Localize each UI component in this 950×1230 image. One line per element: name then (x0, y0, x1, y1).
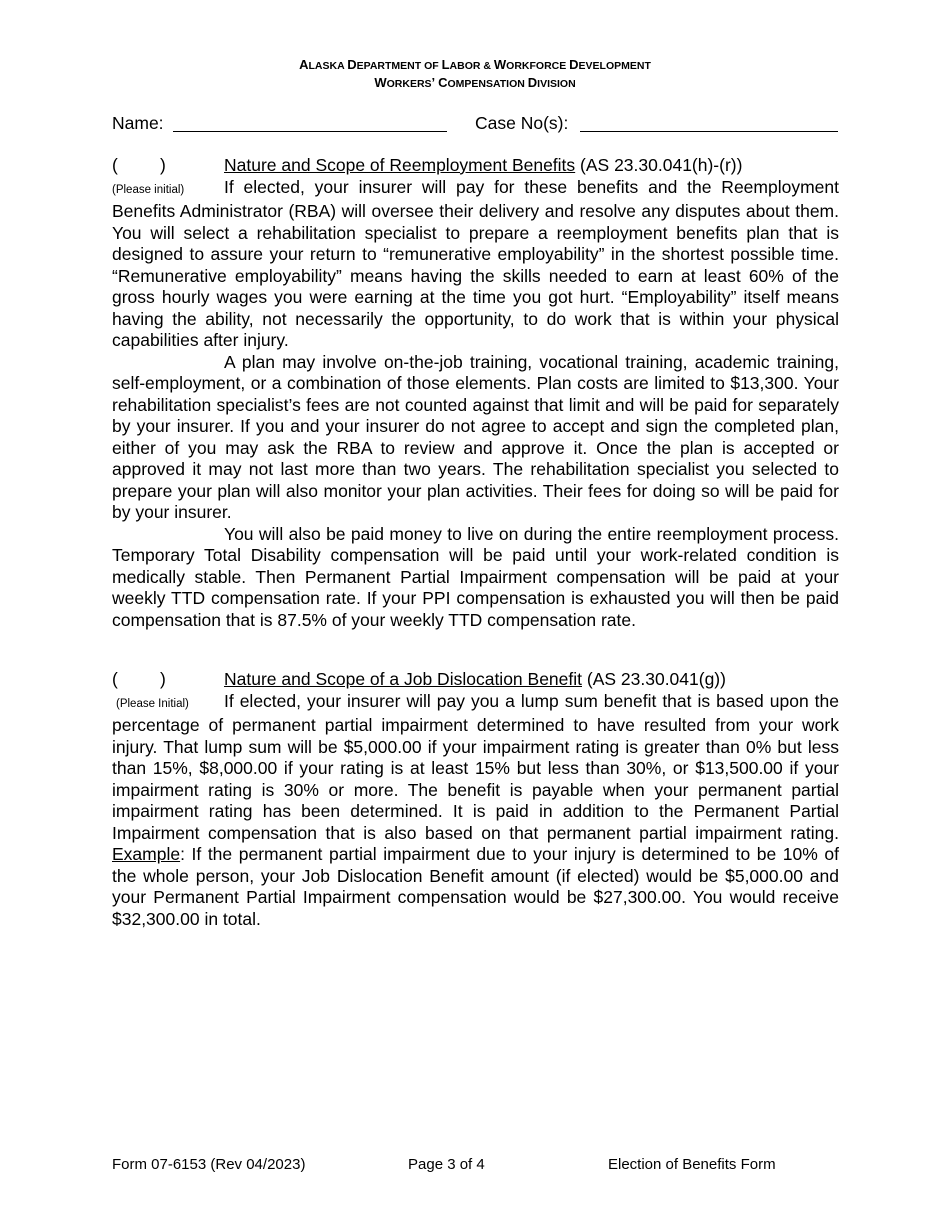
agency-name-part: LASKA (308, 60, 348, 72)
reemployment-paragraph-1 (112, 177, 839, 352)
case-number-field[interactable] (580, 131, 838, 132)
agency-name-part: D (569, 57, 579, 72)
division-name-part: OMPENSATION (447, 78, 528, 90)
name-label: Name: (112, 113, 164, 133)
reemployment-paragraph-3: You will also be paid money to live on during the entire reemployment process. Temporary Total Disability compensation will be paid until your work-related condition is medically stable. Then Permanent Partial Impairment compensation will be paid at your weekly TTD compensation rate. If your PPI compensation is exhausted you will then be paid compensation that is 87.5% of your weekly TTD compensation rate. (112, 523, 839, 630)
agency-name-part: D (347, 57, 357, 72)
claimant-fields (112, 111, 840, 135)
dislocation-initial-label: (Please Initial) (116, 697, 189, 710)
job-dislocation-section (112, 669, 839, 930)
reemployment-title-text: Nature and Scope of Reemployment Benefits (224, 155, 576, 175)
reemployment-paragraph-1-text: If elected, your insurer will pay for these benefits and the Reemployment Benefits Administrator (RBA) will oversee their delivery and resolve any disputes about them. You will select a rehabilitation specialist to prepare a reemployment benefits plan that is designed to assure your return to “remunerative employability” in the shortest possible time. “Remunerative employability” means having the skills needed to earn at least 60% of the gross hourly wages you were earning at the time you got hurt. “Employability” itself means having the ability, not necessarily the opportunity, to do work that is within your physical capabilities after injury. (112, 176, 839, 350)
agency-name-part: EVELOPMENT (578, 60, 651, 72)
dislocation-paragraph-text-1: If elected, your insurer will pay you a lump sum benefit that is based upon the percentage of permanent partial impairment determined to have resulted from your work injury. That lump sum will be $5,000.00 if your impairment rating is greater than 0% but less than 15%, $8,000.00 if your rating is at least 15% but less than 30%, or $13,500.00 if your impairment rating is 30% or more. The benefit is payable when your permanent partial impairment rating has been determined. It is paid in addition to the Permanent Partial Impairment compensation that is also based on that permanent partial impairment rating. (112, 690, 839, 843)
reemployment-initial-label: (Please initial) (112, 183, 185, 196)
dislocation-title-text: Nature and Scope of a Job Dislocation Benefit (224, 669, 582, 689)
agency-name (0, 56, 950, 75)
agency-name-part: ORKFORCE (506, 60, 570, 72)
form-number: Form 07-6153 (Rev 04/2023) (112, 1156, 306, 1173)
name-field[interactable] (173, 131, 447, 132)
case-number-label: Case No(s): (475, 113, 569, 133)
dislocation-initial-open-paren[interactable]: ( (112, 669, 118, 689)
dislocation-paragraph (112, 691, 839, 931)
agency-name-part: ABOR & (449, 60, 494, 72)
agency-name-part: W (493, 57, 507, 72)
page-number: Page 3 of 4 (408, 1156, 485, 1173)
division-name-part: W (374, 75, 387, 90)
reemployment-initial-close-paren[interactable]: ) (160, 155, 166, 175)
reemployment-title-row (112, 155, 839, 177)
division-name (0, 74, 950, 93)
division-name-part: ORKERS (386, 78, 432, 90)
dislocation-initial-close-paren[interactable]: ) (160, 669, 166, 689)
division-name-part: ’ (431, 75, 439, 90)
division-name-part: IVISION (537, 78, 576, 90)
reemployment-citation: (AS 23.30.041(h)-(r)) (575, 155, 743, 175)
form-name: Election of Benefits Form (608, 1156, 776, 1173)
example-label: Example (112, 844, 181, 864)
reemployment-paragraph-2: A plan may involve on-the-job training, vocational training, academic training, self-employment, or a combination of those elements. Plan costs are limited to $13,300. Your rehabilitation specialist’s fees are not counted against that limit and will be paid for separately by your insurer. If you and your insurer do not agree to accept and sign the completed plan, either of you may ask the RBA to review and approve it. Once the plan is accepted or approved it may not last more than two years. The rehabilitation specialist you selected to prepare your plan will also monitor your plan activities. Their fees for doing so will be paid for by your insurer. (112, 351, 839, 522)
dislocation-paragraph-text-2: : If the permanent partial impairment due to your injury is determined to be 10% of the whole person, your Job Dislocation Benefit amount (if elected) would be $5,000.00 and your Permanent Partial Impairment compensation would be $27,300.00. You would receive $32,300.00 in total. (112, 844, 839, 929)
dislocation-citation: (AS 23.30.041(g)) (582, 669, 726, 689)
dislocation-title (224, 669, 726, 691)
agency-name-part: A (299, 57, 309, 72)
dislocation-title-row (112, 669, 839, 691)
division-name-part: C (438, 75, 448, 90)
division-name-part: D (527, 75, 538, 90)
reemployment-benefits-section (112, 155, 839, 631)
agency-name-part: EPARTMENT OF (356, 60, 442, 72)
reemployment-title (224, 155, 742, 177)
agency-name-part: L (441, 57, 450, 72)
reemployment-initial-open-paren[interactable]: ( (112, 155, 118, 175)
